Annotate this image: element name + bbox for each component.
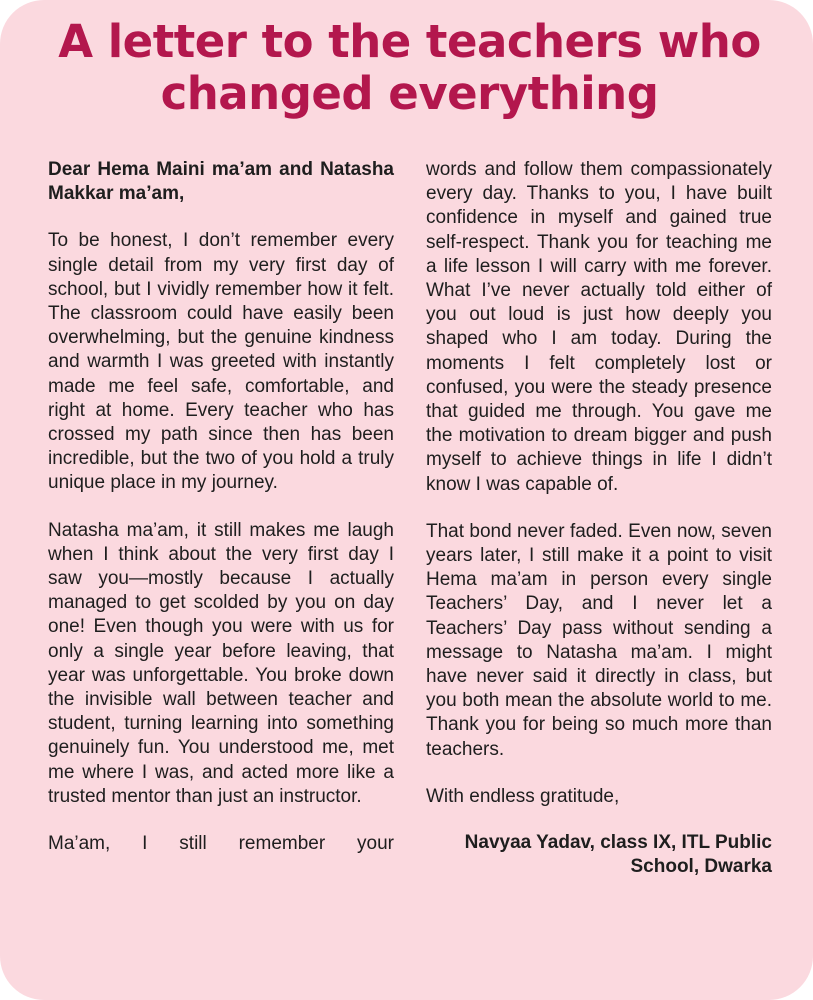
paragraph-natasha: Natasha ma’am, it still makes me laugh when I think about the very first day I saw you—mostly because I actually managed to get scolded by you on day one! Even though you were with us for only a single year before leaving, that year was unforgettable. You broke down the invisible wall between teacher and student, turning learning into something genuinely fun. You understood me, met me where I was, and acted more like a trusted mentor than just an instructor. — [48, 519, 394, 807]
left-column — [48, 158, 394, 879]
salutation: Dear Hema Maini ma’am and Natasha Makkar ma’am, — [48, 159, 394, 205]
closing-line: With endless gratitude, — [426, 785, 620, 807]
paragraph-first-day: To be honest, I don’t remember every single detail from my very first day of school, but I vividly remember how it felt. The classroom could have easily been overwhelming, but the genuine kindness and warmth I was greeted with instantly made me feel safe, comfortable, and right at home. Every teacher who has crossed my path since then has been incredible, but the two of you hold a truly unique place in my journey. — [48, 230, 394, 494]
right-column — [426, 158, 772, 879]
letter-body — [48, 158, 772, 879]
page-title: A letter to the teachers who changed everything — [58, 15, 761, 120]
signature: Navyaa Yadav, class IX, ITL Public School, Dwarka — [464, 832, 772, 878]
paragraph-remember-words-start: Ma’am, I still remember your — [48, 833, 394, 855]
paragraph-remember-words-end: words and follow them compassionately every day. Thanks to you, I have built confidence in myself and gained true self-respect. Thank you for teaching me a life lesson I will carry with me forever. What I’ve never actually told either of you out loud is just how deeply you shaped who I am today. During the moments I felt completely lost or confused, you were the steady presence that guided me through. You gave me the motivation to dream bigger and push myself to achieve things in life I didn’t know I was capable of. — [426, 159, 772, 495]
paragraph-closing-thoughts: That bond never faded. Even now, seven years later, I still make it a point to visit Hema ma’am in person every single Teachers’ Day, and I never let a Teachers’ Day pass without sending a message to Natasha ma’am. I might have never said it directly in class, but you both mean the absolute world to me. Thank you for being so much more than teachers. — [426, 520, 772, 760]
